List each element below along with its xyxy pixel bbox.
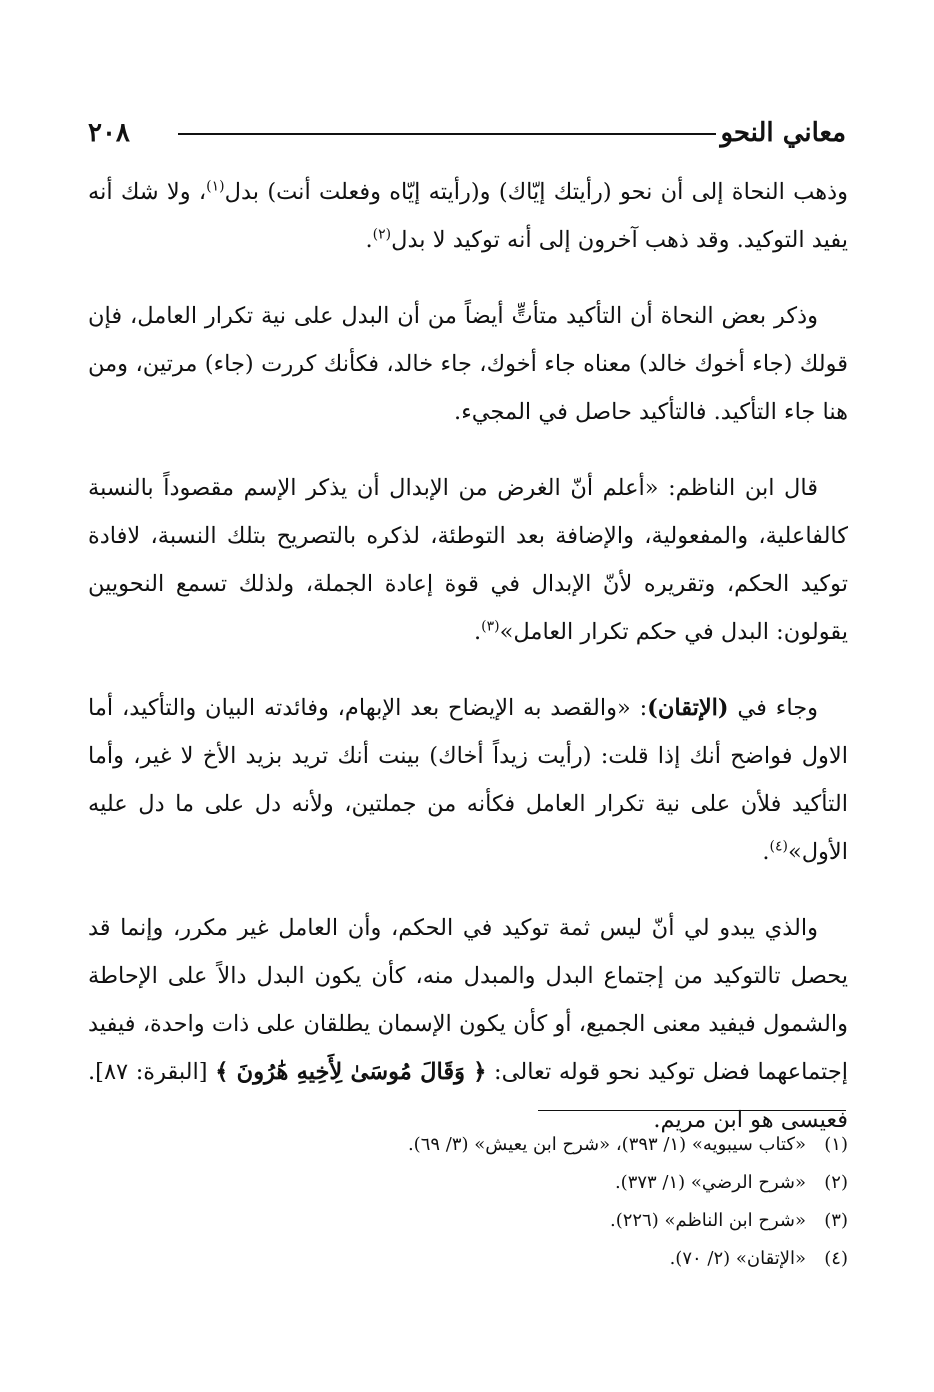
footnote-separator: [538, 1110, 846, 1111]
paragraph-text: وذهب النحاة إلى أن نحو (رأيتك إيّاك) و(رأيته إيّاه وفعلت أنت) بدل: [224, 179, 848, 205]
footnote-ref: (٢): [372, 226, 392, 243]
paragraph-4: [88, 684, 848, 876]
paragraph-text: .: [762, 839, 770, 865]
footnote-ref: (٣): [481, 618, 500, 635]
paragraph-1: [88, 168, 848, 264]
footnote-number: (٢): [824, 1172, 848, 1193]
footnote-text: «الإتقان» (٢/ ٧٠).: [669, 1248, 806, 1269]
page-header: [88, 118, 846, 158]
paragraph-text: .: [365, 227, 373, 253]
paragraph-text: وذكر بعض النحاة أن التأكيد متأتٍّ أيضاً من أن البدل على نية تكرار العامل، فإن قولك (جاء أخوك خالد) معناه جاء أخوك، جاء خالد، فكأنك كررت (جاء) مرتين، ومن هنا جاء التأكيد. فالتأكيد حاصل في المجيء.: [88, 303, 848, 425]
footnote-number: (٣): [824, 1210, 848, 1231]
footnote-1: [288, 1126, 848, 1164]
paragraph-2: [88, 292, 848, 436]
main-text: [88, 168, 848, 1144]
paragraph-text: قال ابن الناظم: «أعلم أنّ الغرض من الإبدال أن يذكر الإسم مقصوداً بالنسبة كالفاعلية، والمفعولية، والإضافة بعد التوطئة، لذكره بالتصريح بتلك النسبة، لافادة توكيد الحكم، وتقريره لأنّ الإبدال في قوة إعادة الجملة، ولذلك تسمع النحويين يقولون: البدل في حكم تكرار العامل»: [88, 475, 848, 645]
footnote-text: «شرح الرضي» (١/ ٣٧٣).: [614, 1172, 806, 1193]
footnote-text: «شرح ابن الناظم» (٢٢٦).: [609, 1210, 806, 1231]
footnotes: [288, 1126, 848, 1278]
paragraph-5: [88, 904, 848, 1144]
book-title: (الإتقان): [647, 695, 729, 721]
paragraph-text: وجاء في: [728, 695, 818, 721]
paragraph-text: ، ولا شك أنه يفيد التوكيد. وقد ذهب آخرون إلى أنه توكيد لا بدل: [88, 179, 848, 253]
running-title: معاني النحو: [720, 118, 846, 148]
page-number: ٢٠٨: [88, 118, 130, 148]
paragraph-text: [البقرة: ٨٧]. فعيسى هو ابن مريم.: [88, 1059, 848, 1133]
paragraph-text: : «والقصد به الإيضاح بعد الإبهام، وفائدته البيان والتأكيد، أما الاول فواضح أنك إذا قلت: (رأيت زيداً أخاك) بينت أنك تريد بزيد الأخ لا غير، وأما التأكيد فلأن على نية تكرار العامل فكأنه من جملتين، ولأنه دل على ما دل عليه الأول»: [88, 695, 848, 865]
footnote-number: (٤): [824, 1248, 848, 1269]
footnote-3: [288, 1202, 848, 1240]
footnote-ref: (٤): [769, 838, 788, 855]
paragraph-3: [88, 464, 848, 656]
paragraph-text: والذي يبدو لي أنّ ليس ثمة توكيد في الحكم، وأن العامل غير مكرر، وإنما قد يحصل تالتوكيد من إجتماع البدل والمبدل منه، كأن يكون البدل دالاً على الإحاطة والشمول فيفيد معنى الجميع، أو كأن يكون الإسمان يطلقان على ذات واحدة، فيفيد إجتماعهما فضل توكيد نحو قوله تعالى:: [88, 915, 848, 1085]
footnote-text: «كتاب سيبويه» (١/ ٣٩٣)، «شرح ابن يعيش» (٣/ ٦٩).: [407, 1134, 806, 1155]
quran-verse: ﴿ وَقَالَ مُوسَىٰ لِأَخِيهِ هَٰرُونَ ﴾: [215, 1059, 487, 1085]
paragraph-text: .: [473, 619, 482, 645]
header-rule: [178, 133, 716, 135]
footnote-number: (١): [824, 1134, 848, 1155]
footnote-2: [288, 1164, 848, 1202]
footnote-4: [288, 1240, 848, 1278]
footnote-ref: (١): [206, 178, 225, 195]
